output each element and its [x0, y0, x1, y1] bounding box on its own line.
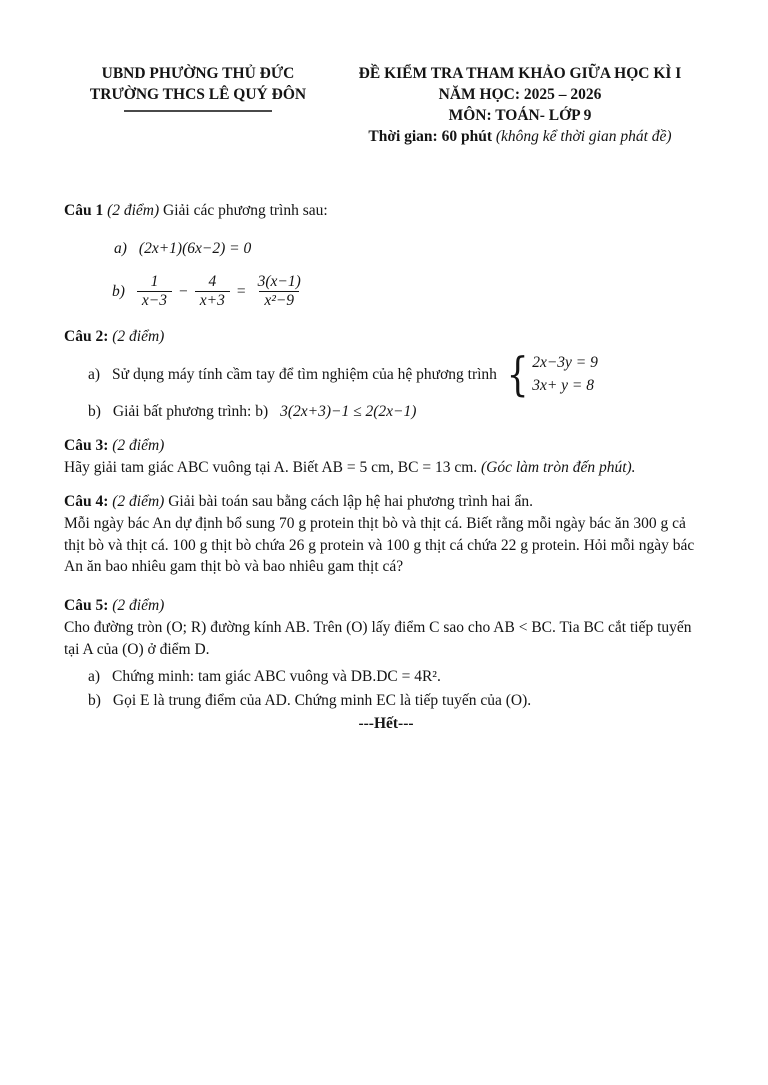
fraction-3	[253, 273, 306, 310]
q1-label: Câu 1	[64, 201, 104, 219]
fraction-2	[195, 273, 230, 310]
q5-problem-text: Cho đường tròn (O; R) đường kính AB. Trên (O) lấy điểm C sao cho AB < BC. Tia BC cắt tiếp tuyến tại A của (O) ở điểm D.	[64, 618, 692, 658]
q5-item-a	[64, 666, 708, 688]
minus-operator: −	[179, 282, 188, 300]
q3-statement-text: Hãy giải tam giác ABC vuông tại A. Biết AB = 5 cm, BC = 13 cm.	[64, 458, 482, 476]
q5-item-b	[64, 690, 708, 712]
fraction-2-numerator: 4	[208, 273, 217, 291]
q2-item-a-text: Sử dụng máy tính cầm tay để tìm nghiệm của hệ phương trình	[112, 366, 497, 383]
q5-points: (2 điểm)	[108, 597, 165, 615]
q5-item-b-label: b)	[88, 691, 101, 709]
q5-item-a-text: Chứng minh: tam giác ABC vuông và DB.DC = 4R².	[112, 668, 441, 686]
q1-equation-a: (2x+1)(6x−2) = 0	[138, 240, 252, 258]
subject-grade: MÔN: TOÁN- LỚP 9	[448, 106, 592, 124]
q2-points: (2 điểm)	[108, 327, 165, 345]
q2-item-a	[64, 347, 708, 402]
fraction-1-denominator: x−3	[137, 291, 172, 310]
exam-title: ĐỀ KIỂM TRA THAM KHẢO GIỮA HỌC KÌ I	[358, 65, 682, 82]
equals-operator: =	[236, 282, 246, 300]
q5-heading	[64, 595, 708, 617]
q3-heading	[64, 435, 708, 457]
fraction-1	[137, 273, 172, 310]
q2-inequality: 3(2x+3)−1 ≤ 2(2x−1)	[280, 403, 417, 421]
system-equation-1: 2x−3y = 9	[532, 354, 598, 372]
q3-statement	[64, 457, 708, 479]
q1-heading	[64, 200, 708, 222]
q2-item-b-label: b)	[88, 403, 101, 421]
q2-item-b	[64, 401, 708, 423]
q3-statement-note: (Góc làm tròn đến phút).	[481, 458, 636, 476]
q2-item-a-label: a)	[88, 366, 101, 383]
fraction-2-denominator: x+3	[195, 291, 230, 310]
q5-item-b-text: Gọi E là trung điểm của AD. Chứng minh EC là tiếp tuyến của (O).	[112, 691, 532, 709]
issuer-block	[64, 64, 332, 148]
q2-heading	[64, 326, 708, 348]
left-brace: {	[506, 347, 529, 402]
q4-label: Câu 4:	[64, 493, 109, 511]
time-limit-bold: Thời gian: 60 phút	[368, 127, 496, 145]
time-limit	[332, 127, 708, 148]
q5-item-a-label: a)	[88, 668, 101, 686]
end-of-exam-marker: ---Hết---	[358, 714, 414, 732]
fraction-3-numerator: 3(x−1)	[257, 273, 301, 291]
school-underline-rule	[124, 110, 272, 112]
q1-item-a-label: a)	[114, 240, 127, 258]
equation-system	[503, 347, 598, 402]
q4-problem-text: Mỗi ngày bác An dự định bổ sung 70 g protein thịt bò và thịt cá. Biết rằng mỗi ngày bác ăn 300 g cả thịt bò và thịt cá. 100 g thịt bò chứa 26 g protein và 100 g thịt cá chứa 22 g protein. Hỏi mỗi ngày bác An ăn bao nhiêu gam thịt bò và bao nhiêu gam thịt cá?	[64, 515, 695, 576]
q2-item-b-text: Giải bất phương trình: b)	[112, 403, 269, 421]
q1-item-b-label: b)	[112, 282, 125, 300]
time-limit-note: (không kể thời gian phát đề)	[495, 127, 672, 145]
q1-points: (2 điểm)	[103, 201, 160, 219]
q4-intro: Giải bài toán sau bằng cách lập hệ hai phương trình hai ẩn.	[164, 493, 533, 511]
q1-item-a	[64, 238, 708, 260]
q1-intro: Giải các phương trình sau:	[159, 201, 328, 219]
fraction-3-denominator: x²−9	[259, 291, 299, 310]
issuer-line1: UBND PHƯỜNG THỦ ĐỨC	[101, 65, 295, 82]
fraction-1-numerator: 1	[150, 273, 159, 291]
school-year: NĂM HỌC: 2025 – 2026	[438, 85, 602, 103]
q3-points: (2 điểm)	[108, 437, 165, 454]
system-equations	[532, 352, 598, 397]
document-header	[64, 64, 708, 148]
issuer-line2: TRƯỜNG THCS LÊ QUÝ ĐÔN	[89, 85, 307, 103]
exam-title-block	[332, 64, 708, 148]
q5-label: Câu 5:	[64, 597, 109, 615]
q4-points: (2 điểm)	[108, 493, 165, 511]
q4-heading	[64, 491, 708, 513]
system-equation-2: 3x+ y = 8	[532, 376, 595, 394]
q3-label: Câu 3:	[64, 437, 109, 454]
q1-item-b	[64, 273, 708, 310]
q2-label: Câu 2:	[64, 327, 109, 345]
